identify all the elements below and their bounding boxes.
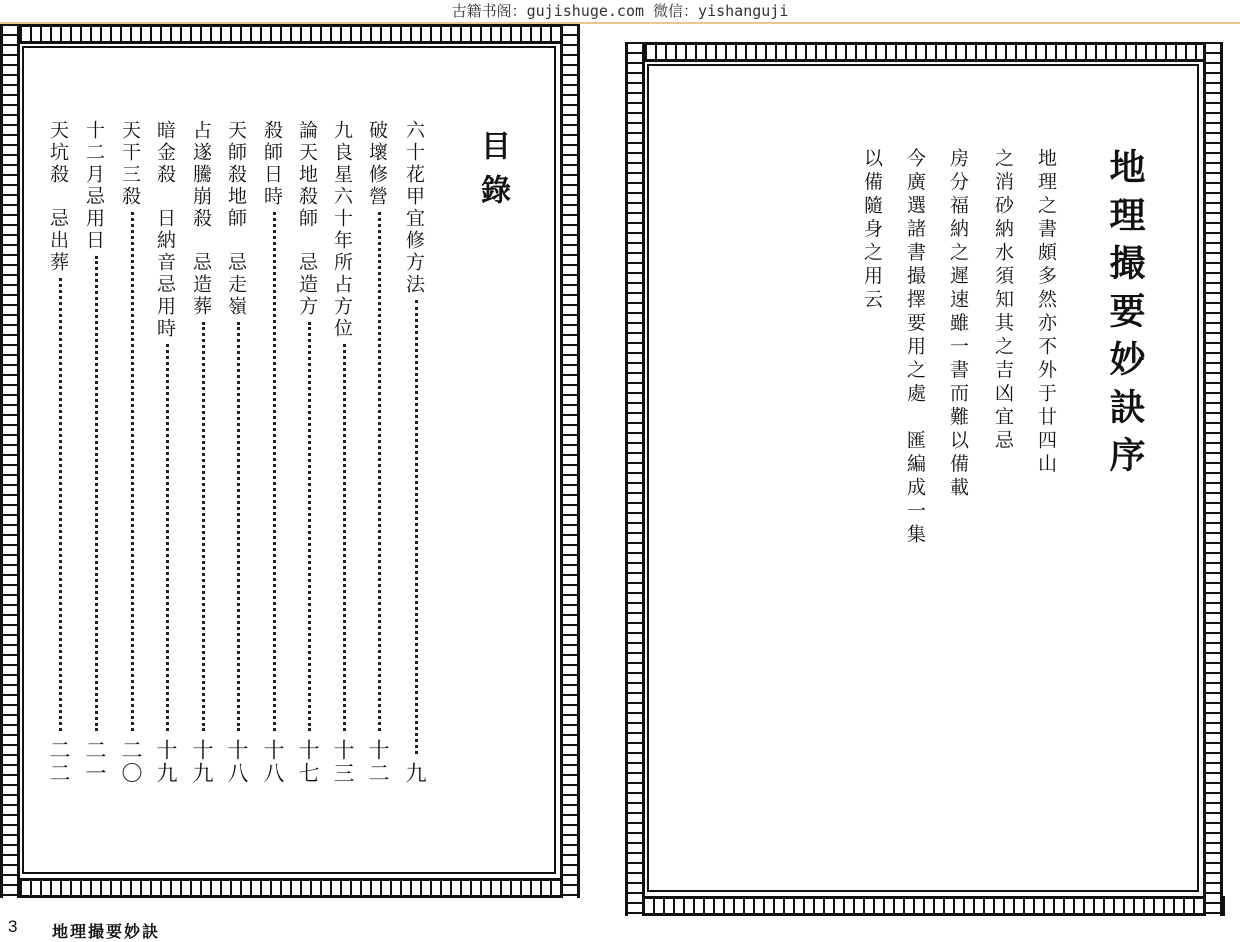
toc-leader-dots <box>308 322 311 731</box>
toc-entry-title: 天坑殺 忌出葬 <box>47 120 69 274</box>
preface-line: 之消砂納水須知其之吉凶宜忌 <box>992 148 1014 454</box>
toc-entry-page: 十九 <box>154 739 178 785</box>
left-border-top <box>0 24 580 44</box>
left-border-bottom <box>0 878 580 898</box>
toc-entry <box>297 120 323 785</box>
toc-leader-dots <box>131 212 134 731</box>
preface-line: 地理之書頗多然亦不外于廿四山 <box>1035 148 1057 477</box>
toc-entry <box>367 120 393 785</box>
toc-entry <box>332 120 358 785</box>
preface-line: 今廣選諸書撮擇要用之處 匯編成一集 <box>904 148 926 548</box>
preface-title: 地理撮要妙訣序 <box>1104 148 1146 484</box>
toc-leader-dots <box>273 212 276 731</box>
toc-entry <box>226 120 252 785</box>
toc-entry <box>191 120 217 785</box>
toc-entry-page: 十三 <box>331 739 355 785</box>
footer-page-number: 3 <box>8 917 18 936</box>
toc-entry-page: 二一 <box>83 739 107 785</box>
toc-entry-title: 九良星六十年所占方位 <box>331 120 353 340</box>
preface-line: 以備隨身之用云 <box>861 148 883 313</box>
toc-entry-title: 論天地殺師 忌造方 <box>296 120 318 318</box>
toc-leader-dots <box>415 300 418 754</box>
right-border-left <box>625 42 645 916</box>
toc-entry-title: 暗金殺 日納音忌用時 <box>154 120 176 340</box>
preface-line: 房分福納之遲速雖一書而難以備載 <box>947 148 969 501</box>
toc-entry-page: 十八 <box>261 739 285 785</box>
left-border-right <box>560 24 580 898</box>
toc-entry-title: 破壞修營 <box>366 120 388 208</box>
right-border-right <box>1203 42 1223 916</box>
toc-leader-dots <box>95 256 98 731</box>
toc-leader-dots <box>59 278 62 731</box>
toc-entry-title: 十二月忌用日 <box>83 120 105 252</box>
toc-entry-page: 二〇 <box>119 739 143 785</box>
toc-leader-dots <box>202 322 205 731</box>
toc-entry-page: 十九 <box>190 739 214 785</box>
toc-entry <box>120 120 146 785</box>
watermark-banner: 古籍书阁：gujishuge.com 微信：yishanguji <box>0 0 1240 24</box>
footer-book-title: 地理撮要妙訣 <box>52 922 161 941</box>
toc-entry-page: 九 <box>403 762 427 785</box>
toc-entry-title: 天師殺地師 忌走嶺 <box>225 120 247 318</box>
toc-entry-page: 十七 <box>296 739 320 785</box>
toc-entry <box>48 120 74 785</box>
toc-entry-title: 殺師日時 <box>261 120 283 208</box>
toc-entry <box>155 120 181 785</box>
toc-entry-page: 二二 <box>47 739 71 785</box>
toc-leader-dots <box>166 344 169 731</box>
toc-entry <box>84 120 110 785</box>
toc-entry-title: 六十花甲宜修方法 <box>403 120 425 296</box>
toc-heading: 目錄 <box>475 130 510 218</box>
toc-entry <box>262 120 288 785</box>
right-border-bottom <box>633 896 1225 916</box>
toc-leader-dots <box>378 212 381 731</box>
right-border-top <box>625 42 1223 62</box>
toc-entry-page: 十二 <box>366 739 390 785</box>
left-border-left <box>0 24 20 898</box>
toc-entry <box>404 120 430 785</box>
toc-entry-title: 天干三殺 <box>119 120 141 208</box>
toc-entry-page: 十八 <box>225 739 249 785</box>
toc-entry-title: 占遂騰崩殺 忌造葬 <box>190 120 212 318</box>
toc-leader-dots <box>237 322 240 731</box>
toc-leader-dots <box>343 344 346 731</box>
